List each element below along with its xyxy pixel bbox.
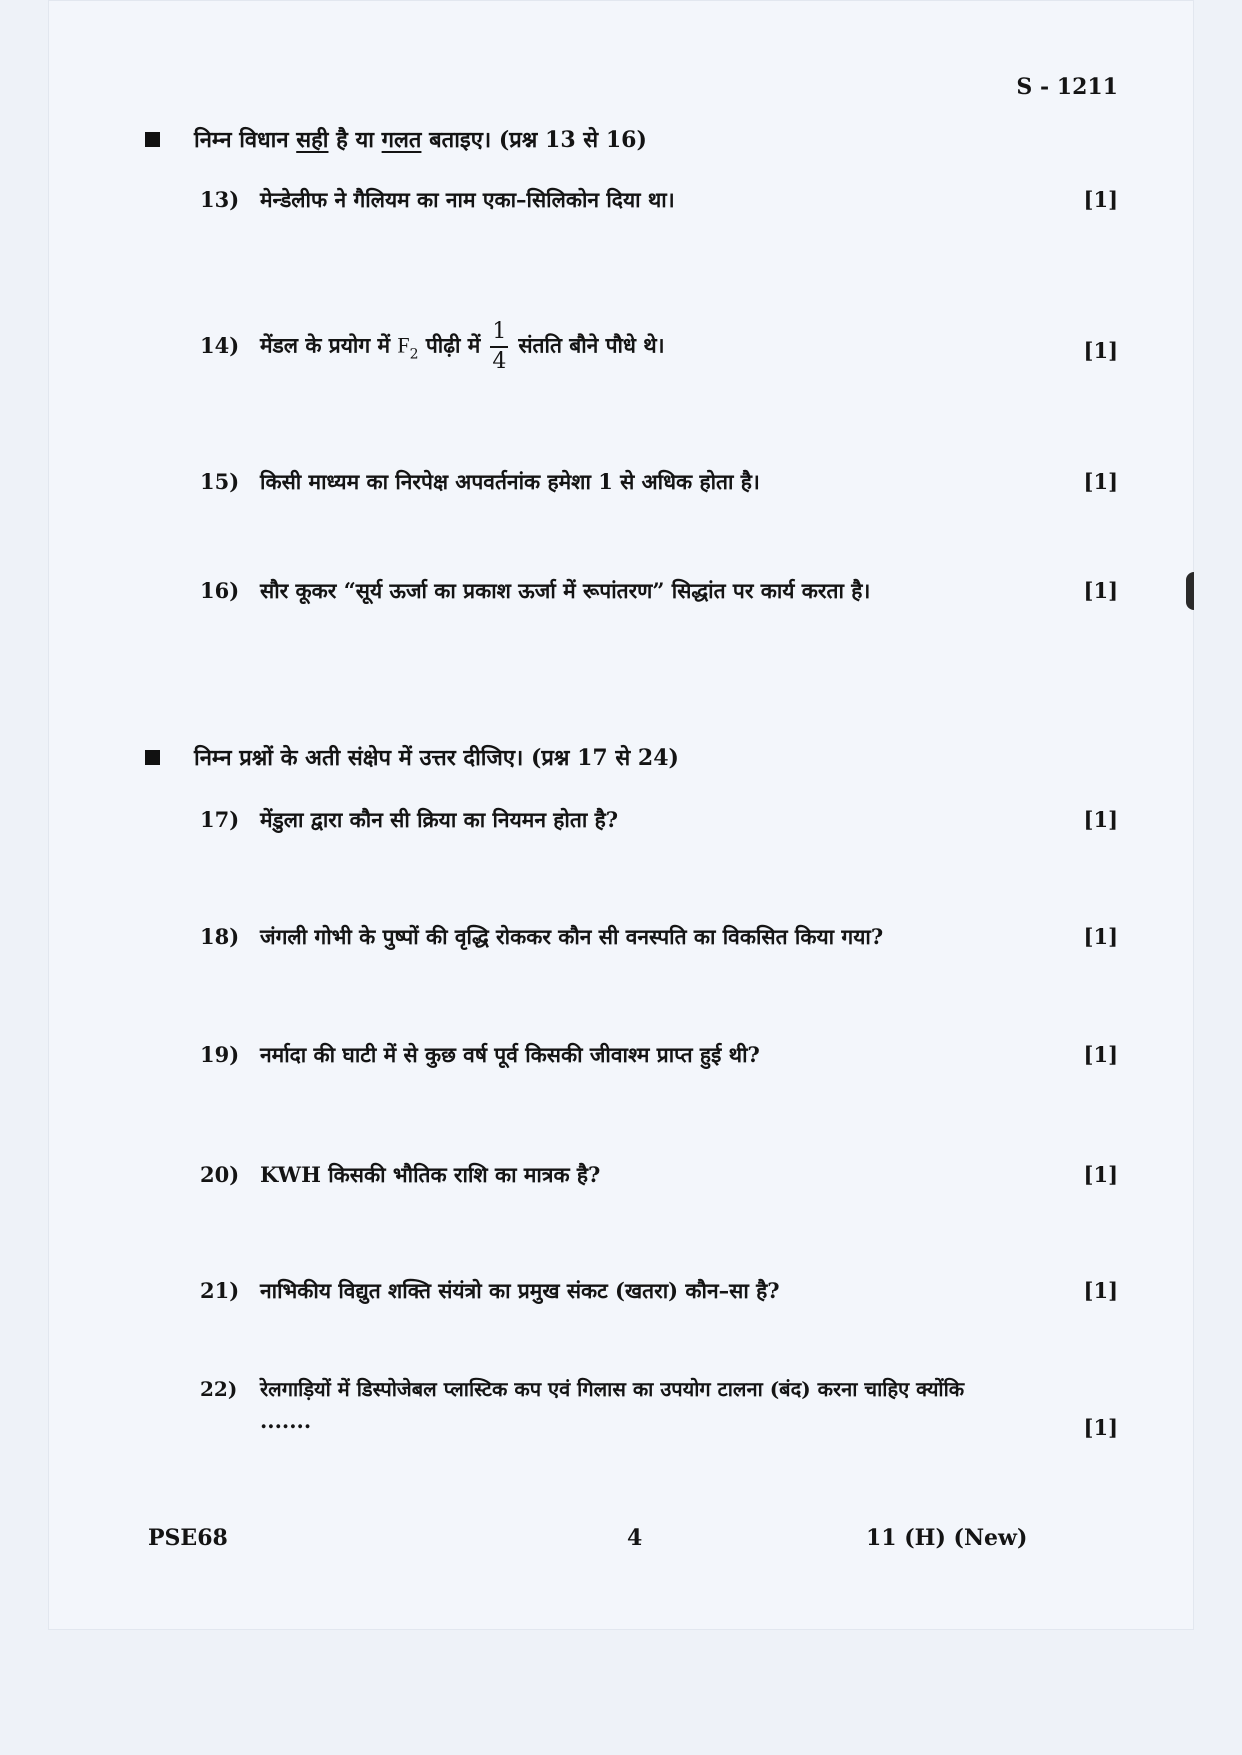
instruction-true-word: सही bbox=[296, 127, 329, 153]
section-b-heading bbox=[145, 742, 679, 772]
question-17 bbox=[200, 805, 1120, 835]
question-19-marks: [1] bbox=[1083, 1042, 1118, 1067]
question-18-marks: [1] bbox=[1083, 924, 1118, 949]
section-a-text bbox=[194, 124, 647, 154]
generation-letter: F bbox=[397, 332, 410, 358]
question-number: 16) bbox=[200, 578, 240, 603]
square-bullet-icon bbox=[145, 132, 160, 147]
question-number: 18) bbox=[200, 924, 240, 949]
question-17-marks: [1] bbox=[1083, 807, 1118, 832]
section-b-text: निम्न प्रश्नों के अती संक्षेप में उत्तर दीजिए। (प्रश्न 17 से 24) bbox=[194, 745, 679, 771]
fraction-numerator: 1 bbox=[492, 319, 507, 344]
question-text-part: मेंडल के प्रयोग में bbox=[260, 332, 398, 358]
question-13-marks: [1] bbox=[1083, 187, 1118, 212]
question-16 bbox=[200, 576, 1120, 606]
question-14 bbox=[200, 318, 1120, 376]
question-19 bbox=[200, 1040, 1120, 1070]
question-21 bbox=[200, 1276, 1120, 1306]
question-15-marks: [1] bbox=[1083, 469, 1118, 494]
question-number: 14) bbox=[200, 332, 240, 358]
page-number: 4 bbox=[627, 1525, 643, 1551]
question-21-marks: [1] bbox=[1083, 1278, 1118, 1303]
question-text: मेंडुला द्वारा कौन सी क्रिया का नियमन होता है? bbox=[260, 807, 619, 832]
section-a-heading bbox=[145, 124, 647, 154]
question-20 bbox=[200, 1160, 1120, 1190]
question-15 bbox=[200, 467, 1120, 497]
footer-edition: 11 (H) (New) bbox=[866, 1525, 1028, 1551]
instruction-end: बताइए। (प्रश्न 13 से 16) bbox=[421, 127, 647, 153]
question-number: 21) bbox=[200, 1278, 240, 1303]
question-22-marks: [1] bbox=[1083, 1415, 1118, 1440]
instruction-start: निम्न विधान bbox=[194, 127, 297, 153]
instruction-false-word: गलत bbox=[381, 127, 422, 153]
question-number: 20) bbox=[200, 1162, 240, 1187]
fraction-denominator: 4 bbox=[492, 349, 507, 374]
question-13 bbox=[200, 185, 1120, 215]
question-14-marks: [1] bbox=[1083, 338, 1118, 363]
question-text: जंगली गोभी के पुष्पों की वृद्धि रोककर कौन सी वनस्पति का विकसित किया गया? bbox=[260, 924, 884, 949]
question-text: रेलगाड़ियों में डिस्पोजेबल प्लास्टिक कप एवं गिलास का उपयोग टालना (बंद) करना चाहिए क्योंकि bbox=[260, 1377, 965, 1401]
question-number: 17) bbox=[200, 807, 240, 832]
question-18 bbox=[200, 922, 1120, 952]
footer-code: PSE68 bbox=[148, 1525, 228, 1551]
question-22-continuation: ....... bbox=[260, 1408, 312, 1433]
fraction bbox=[490, 318, 508, 376]
paper-code: S - 1211 bbox=[1016, 74, 1118, 100]
edge-mark bbox=[1186, 572, 1194, 610]
question-text-part: संतति बौने पौधे थे। bbox=[518, 332, 665, 358]
question-text-part: पीढ़ी में bbox=[418, 332, 481, 358]
question-number: 19) bbox=[200, 1042, 240, 1067]
question-16-marks: [1] bbox=[1083, 578, 1118, 603]
square-bullet-icon bbox=[145, 750, 160, 765]
question-text: नर्मादा की घाटी में से कुछ वर्ष पूर्व किसकी जीवाश्म प्राप्त हुई थी? bbox=[260, 1042, 760, 1067]
question-text: सौर कूकर “सूर्य ऊर्जा का प्रकाश ऊर्जा में रूपांतरण” सिद्धांत पर कार्य करता है। bbox=[260, 578, 871, 603]
question-text: नाभिकीय विद्युत शक्ति संयंत्रो का प्रमुख संकट (खतरा) कौन–सा है? bbox=[260, 1278, 780, 1303]
question-number: 15) bbox=[200, 469, 240, 494]
question-text: मेन्डेलीफ ने गैलियम का नाम एका–सिलिकोन दिया था। bbox=[260, 187, 675, 212]
question-text: किसी माध्यम का निरपेक्ष अपवर्तनांक हमेशा 1 से अधिक होता है। bbox=[260, 469, 760, 494]
generation-subscript: 2 bbox=[409, 346, 419, 363]
question-number: 13) bbox=[200, 187, 240, 212]
question-22 bbox=[200, 1374, 1130, 1404]
question-number: 22) bbox=[200, 1377, 238, 1401]
question-20-marks: [1] bbox=[1083, 1162, 1118, 1187]
instruction-mid: है या bbox=[328, 127, 382, 153]
question-text: KWH किसकी भौतिक राशि का मात्रक है? bbox=[260, 1162, 601, 1187]
